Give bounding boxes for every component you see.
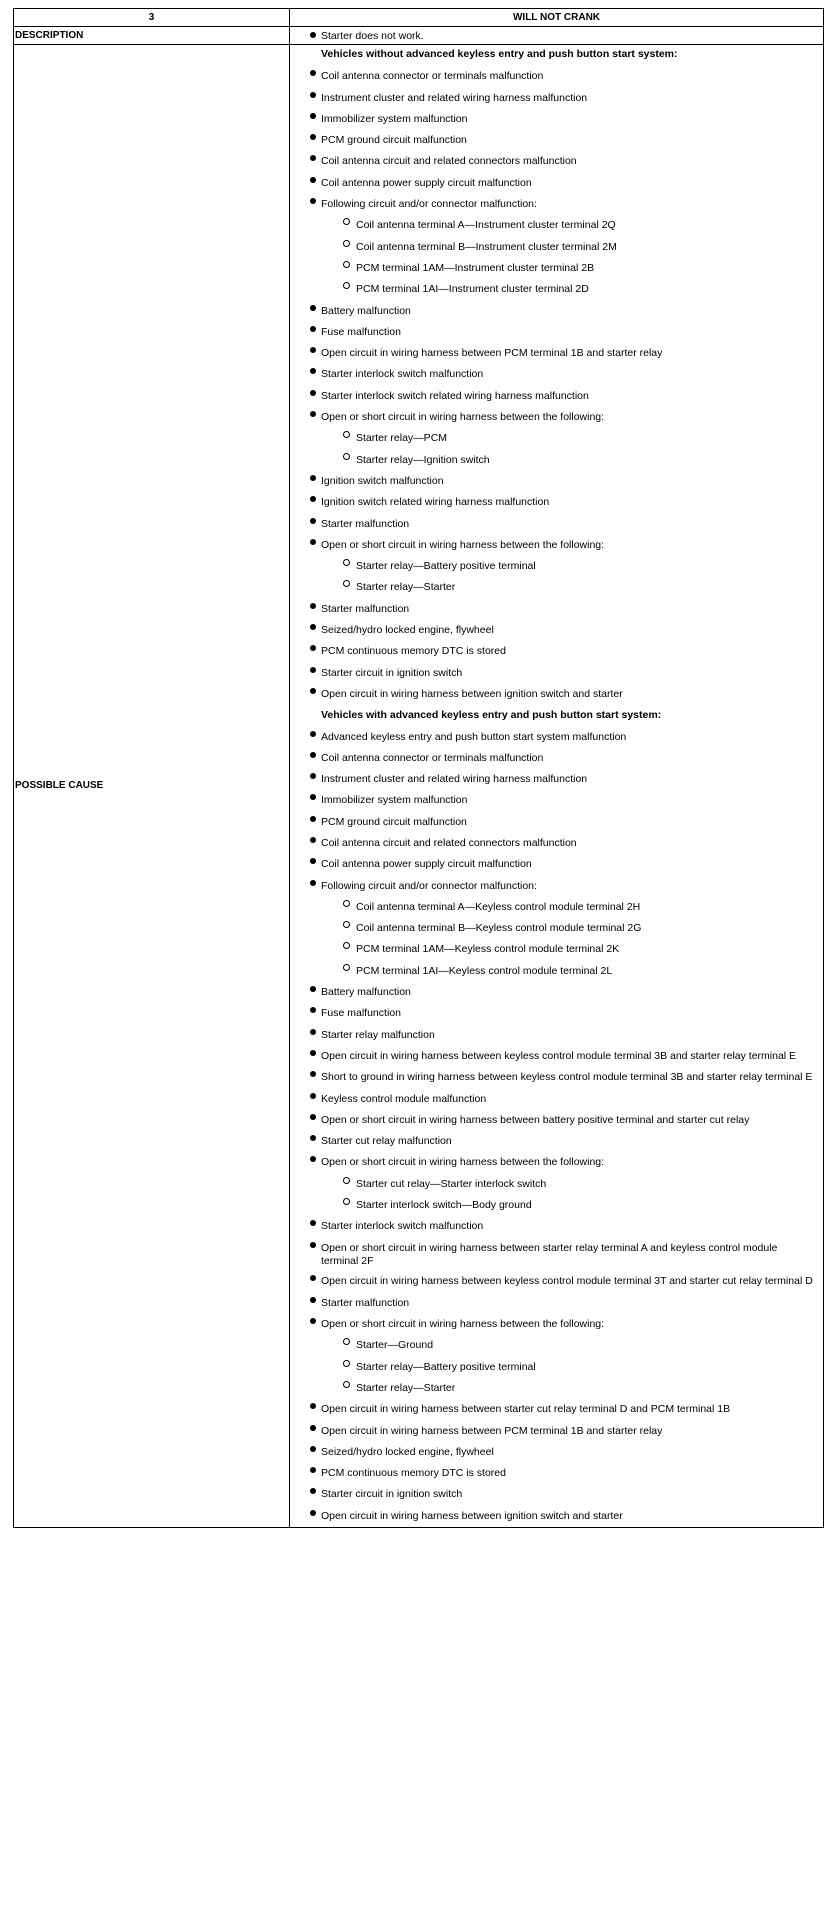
bullet-icon [310,1220,316,1226]
description-cell [290,27,824,45]
bullet-icon [310,624,316,630]
circle-bullet-icon [343,964,350,971]
item-text: Starter malfunction [321,602,410,615]
item-text: Open or short circuit in wiring harness between the following: [321,538,605,551]
list-item [290,641,823,662]
item-text: Instrument cluster and related wiring harness malfunction [321,91,588,104]
item-text: Open circuit in wiring harness between ignition switch and starter [321,687,623,700]
bullet-icon [310,1071,316,1077]
list-item [290,1463,823,1484]
sub-list-item [290,450,823,471]
item-text: Starter relay—Battery positive terminal [356,560,536,573]
bullet-icon [310,816,316,822]
circle-bullet-icon [343,1198,350,1205]
list-item [290,109,823,130]
list-item [290,748,823,769]
list-item [290,1442,823,1463]
list-item [290,194,823,215]
bullet-icon [310,1242,316,1248]
list-item [290,727,823,748]
circle-bullet-icon [343,1360,350,1367]
bullet-icon [310,539,316,545]
item-text: Coil antenna circuit and related connectors malfunction [321,836,577,849]
bullet-icon [310,1318,316,1324]
sub-list-item [290,237,823,258]
bullet-icon [310,773,316,779]
bullet-icon [310,1114,316,1120]
item-text: Fuse malfunction [321,325,401,338]
bullet-icon [310,837,316,843]
bullet-icon [310,880,316,886]
bullet-icon [310,390,316,396]
circle-bullet-icon [343,559,350,566]
sub-list-item [290,215,823,236]
list-item [290,1399,823,1420]
list-item [290,663,823,684]
item-text: Starter interlock switch malfunction [321,368,484,381]
item-text: Instrument cluster and related wiring harness malfunction [321,773,588,786]
list-item [290,66,823,87]
item-text: Open circuit in wiring harness between PCM terminal 1B and starter relay [321,347,663,360]
list-item [290,599,823,620]
sub-list-item [290,1174,823,1195]
item-text: Seized/hydro locked engine, flywheel [321,624,494,637]
item-text: Starter interlock switch malfunction [321,1220,484,1233]
list-item [290,535,823,556]
list-item [290,1110,823,1131]
sub-list-item [290,939,823,960]
item-text: PCM terminal 1AM—Keyless control module terminal 2K [356,943,620,956]
list-item [290,620,823,641]
item-text: Starter relay—Starter [356,581,456,594]
bullet-icon [310,1425,316,1431]
bullet-icon [310,1446,316,1452]
header-row [14,9,824,27]
item-text: Open circuit in wiring harness between starter cut relay terminal D and PCM terminal 1B [321,1403,731,1416]
list-item [290,684,823,705]
item-text: Coil antenna power supply circuit malfunction [321,858,532,871]
bullet-icon [310,155,316,161]
diagnostic-table [13,8,824,1528]
sub-list-item [290,556,823,577]
bullet-icon [310,326,316,332]
circle-bullet-icon [343,453,350,460]
item-text: Starter—Ground [356,1339,434,1352]
bullet-icon [310,1007,316,1013]
list-item [290,130,823,151]
item-text: Coil antenna terminal A—Keyless control module terminal 2H [356,900,641,913]
bullet-icon [310,1156,316,1162]
bullet-icon [310,70,316,76]
description-text: Starter does not work. [321,30,424,42]
sub-list-item [290,279,823,300]
list-item [290,343,823,364]
bullet-icon [310,518,316,524]
list-item [290,1152,823,1173]
possible-cause-cell [290,45,824,1528]
item-text: Following circuit and/or connector malfunction: [321,879,537,892]
header-title: WILL NOT CRANK [290,9,824,27]
item-text: Battery malfunction [321,986,411,999]
list-item [290,1484,823,1505]
bullet-icon [310,198,316,204]
bullet-icon [310,986,316,992]
item-text: PCM terminal 1AI—Keyless control module terminal 2L [356,964,613,977]
bullet-icon [310,92,316,98]
circle-bullet-icon [343,921,350,928]
item-text: Starter relay—PCM [356,432,448,445]
bullet-icon [310,347,316,353]
header-code: 3 [14,9,290,27]
item-text: Immobilizer system malfunction [321,794,468,807]
item-text: PCM continuous memory DTC is stored [321,645,506,658]
list-item [290,492,823,513]
circle-bullet-icon [343,942,350,949]
list-item [290,833,823,854]
bullet-icon [310,1275,316,1281]
bullet-icon [310,1488,316,1494]
item-text: Open or short circuit in wiring harness between battery positive terminal and starter cut relay [321,1113,750,1126]
bullet-icon [310,1029,316,1035]
sub-list-item [290,897,823,918]
list-item [290,322,823,343]
list-item [290,1238,823,1272]
list-item [290,1293,823,1314]
item-text: Coil antenna connector or terminals malfunction [321,70,544,83]
item-text: Open circuit in wiring harness between keyless control module terminal 3T and starter cut relay terminal D [321,1275,813,1288]
bullet-icon [310,411,316,417]
item-text: Open or short circuit in wiring harness between the following: [321,1156,605,1169]
item-text: Starter relay malfunction [321,1028,435,1041]
bullet-icon [310,1135,316,1141]
description-label: DESCRIPTION [14,27,290,45]
sub-list-item [290,1335,823,1356]
list-item [290,1421,823,1442]
possible-cause-label: POSSIBLE CAUSE [14,45,290,1528]
item-text: Open circuit in wiring harness between keyless control module terminal 3B and starter relay terminal E [321,1049,797,1062]
item-text: PCM terminal 1AI—Instrument cluster terminal 2D [356,283,589,296]
bullet-icon [310,113,316,119]
bullet-icon [310,858,316,864]
item-text: Keyless control module malfunction [321,1092,487,1105]
list-item [290,386,823,407]
possible-cause-row [14,45,824,1528]
item-text: Ignition switch related wiring harness malfunction [321,496,550,509]
circle-bullet-icon [343,218,350,225]
bullet-icon [310,1297,316,1303]
circle-bullet-icon [343,1381,350,1388]
circle-bullet-icon [343,240,350,247]
section-heading [290,45,823,66]
item-text: Short to ground in wiring harness between keyless control module terminal 3B and starter relay terminal E [321,1071,813,1084]
list-item [290,471,823,492]
item-text: Starter interlock switch related wiring harness malfunction [321,389,589,402]
list-item [290,876,823,897]
list-item [290,173,823,194]
item-text: Following circuit and/or connector malfunction: [321,198,537,211]
sub-list-item [290,1378,823,1399]
circle-bullet-icon [343,431,350,438]
list-item [290,1314,823,1335]
item-text: Starter circuit in ignition switch [321,1488,463,1501]
list-item [290,982,823,1003]
bullet-icon [310,1050,316,1056]
bullet-icon [310,305,316,311]
list-item [290,1131,823,1152]
list-item [290,301,823,322]
item-text: Coil antenna power supply circuit malfunction [321,176,532,189]
list-item [290,1271,823,1292]
list-item [290,812,823,833]
bullet-icon [310,496,316,502]
sub-list-item [290,918,823,939]
item-text: Fuse malfunction [321,1007,401,1020]
circle-bullet-icon [343,282,350,289]
list-item [290,1046,823,1067]
circle-bullet-icon [343,1338,350,1345]
item-text: Seized/hydro locked engine, flywheel [321,1445,494,1458]
item-text: Starter malfunction [321,517,410,530]
item-text: Coil antenna terminal A—Instrument cluster terminal 2Q [356,219,616,232]
item-text: Open circuit in wiring harness between PCM terminal 1B and starter relay [321,1424,663,1437]
bullet-icon [310,1467,316,1473]
bullet-icon [310,731,316,737]
bullet-icon [310,177,316,183]
item-text: Coil antenna circuit and related connectors malfunction [321,155,577,168]
sub-list-item [290,428,823,449]
item-text: Coil antenna terminal B—Keyless control module terminal 2G [356,922,642,935]
item-text: Immobilizer system malfunction [321,112,468,125]
sub-list-item [290,961,823,982]
item-text: PCM ground circuit malfunction [321,134,467,147]
item-text: Open or short circuit in wiring harness between starter relay terminal A and keyless control module terminal 2F [321,1241,778,1267]
item-text: PCM continuous memory DTC is stored [321,1467,506,1480]
item-text: Starter relay—Battery positive terminal [356,1360,536,1373]
circle-bullet-icon [343,900,350,907]
list-item [290,790,823,811]
list-item [290,407,823,428]
description-row [14,27,824,45]
bullet-icon [310,603,316,609]
item-text: PCM ground circuit malfunction [321,815,467,828]
bullet-icon [310,667,316,673]
sub-list-item [290,1357,823,1378]
bullet-icon [310,32,316,38]
bullet-icon [310,1510,316,1516]
item-text: PCM terminal 1AM—Instrument cluster terminal 2B [356,261,595,274]
list-item [290,514,823,535]
list-item [290,364,823,385]
bullet-icon [310,368,316,374]
item-text: Advanced keyless entry and push button start system malfunction [321,730,627,743]
sub-list-item [290,577,823,598]
list-item [290,1003,823,1024]
circle-bullet-icon [343,1177,350,1184]
item-text: Starter relay—Starter [356,1381,456,1394]
item-text: Starter malfunction [321,1296,410,1309]
list-item [290,88,823,109]
item-text: Open or short circuit in wiring harness between the following: [321,411,605,424]
item-text: Battery malfunction [321,304,411,317]
item-text: Open circuit in wiring harness between ignition switch and starter [321,1509,623,1522]
bullet-icon [310,645,316,651]
item-text: Open or short circuit in wiring harness between the following: [321,1318,605,1331]
item-text: Coil antenna terminal B—Instrument cluster terminal 2M [356,240,617,253]
item-text: Vehicles with advanced keyless entry and push button start system: [321,709,662,722]
bullet-icon [310,1403,316,1409]
list-item [290,1025,823,1046]
list-item [290,151,823,172]
list-item [290,1089,823,1110]
item-text: Starter cut relay malfunction [321,1135,452,1148]
bullet-icon [310,752,316,758]
item-text: Starter cut relay—Starter interlock switch [356,1177,547,1190]
section-heading [290,705,823,726]
item-text: Vehicles without advanced keyless entry and push button start system: [321,48,678,60]
list-item [290,1067,823,1088]
description-item [290,28,823,43]
item-text: Starter circuit in ignition switch [321,666,463,679]
circle-bullet-icon [343,261,350,268]
sub-list-item [290,1195,823,1216]
list-item [290,854,823,875]
bullet-icon [310,1093,316,1099]
item-text: Starter relay—Ignition switch [356,453,490,466]
bullet-icon [310,475,316,481]
list-item [290,1506,823,1527]
list-item [290,1216,823,1237]
bullet-icon [310,688,316,694]
sub-list-item [290,258,823,279]
item-text: Ignition switch malfunction [321,474,444,487]
list-item [290,769,823,790]
item-text: Coil antenna connector or terminals malfunction [321,751,544,764]
circle-bullet-icon [343,580,350,587]
item-text: Starter interlock switch—Body ground [356,1199,532,1212]
bullet-icon [310,794,316,800]
bullet-icon [310,134,316,140]
